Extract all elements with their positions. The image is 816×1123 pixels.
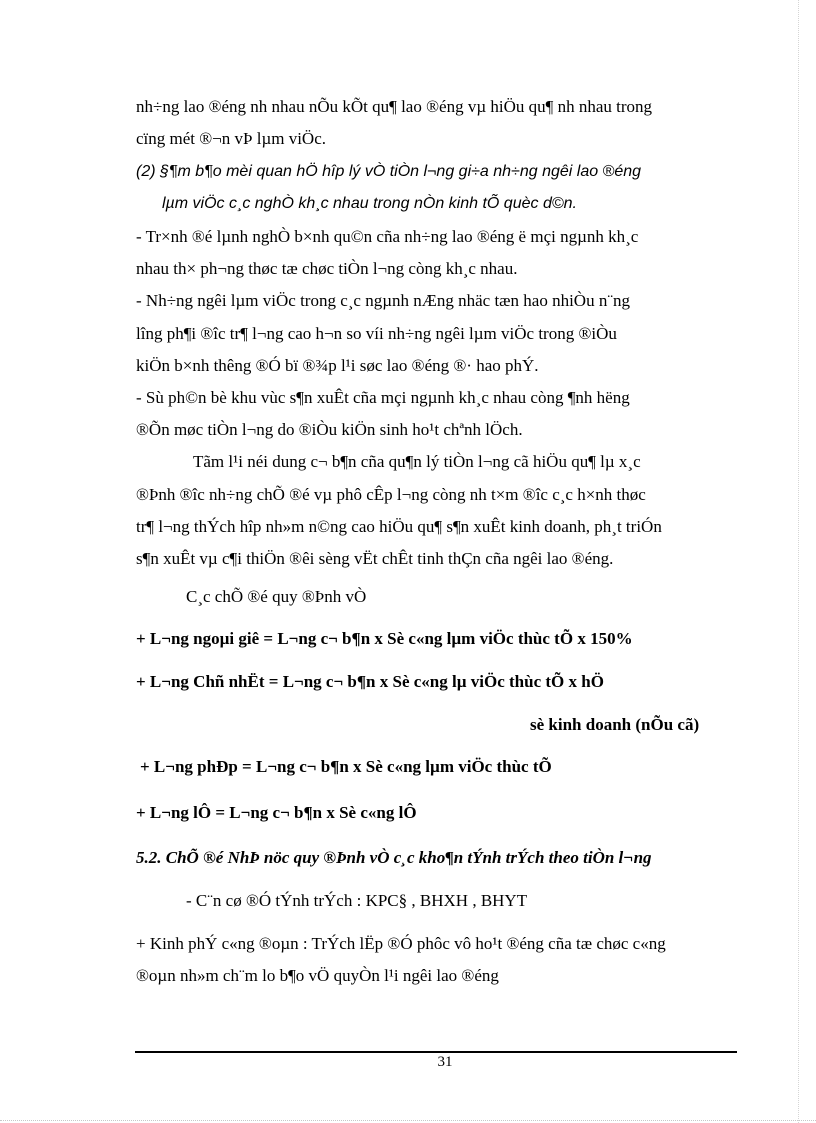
- formula-line: + L¬ng phÐp = L¬ng c¬ b¶n x Sè c«ng lµm viÖc thùc tÕ: [140, 757, 552, 776]
- page-right-border: [798, 0, 799, 1123]
- paragraph-line: C¸c chÕ ®é quy ®Þnh vÒ: [186, 587, 367, 606]
- paragraph-line: cïng mét ®¬n vÞ lµm viÖc.: [136, 129, 327, 148]
- formula-line: + L¬ng lÔ = L¬ng c¬ b¶n x Sè c«ng lÔ: [136, 803, 417, 822]
- paragraph-line: Tãm l¹i néi dung c¬ b¶n cña qu¶n lý tiÒn l¬ng cã hiÖu qu¶ lµ x¸c: [193, 452, 641, 471]
- paragraph-line: - C¨n cø ®Ó tÝnh trÝch : KPC§ , BHXH , BHYT: [186, 891, 528, 910]
- paragraph-line: - Tr×nh ®é lµnh nghÒ b×nh qu©n cña nh÷ng lao ®éng ë mçi ngµnh kh¸c: [136, 227, 639, 246]
- paragraph-line: ®Õn møc tiÒn l¬ng do ®iÒu kiÖn sinh ho¹t chªnh lÖch.: [136, 420, 523, 439]
- paragraph-line: + Kinh phÝ c«ng ®oµn : TrÝch lËp ®Ó phôc vô ho¹t ®éng cña tæ chøc c«ng: [136, 934, 666, 953]
- paragraph-line: nh÷ng lao ®éng nh nhau nÕu kÕt qu¶ lao ®éng vµ hiÖu qu¶ nh nhau trong: [136, 97, 652, 116]
- paragraph-line: - Sù ph©n bè khu vùc s¶n xuÊt cña mçi ngµnh kh¸c nhau còng ¶nh hëng: [136, 388, 630, 407]
- paragraph-line: ®Þnh ®îc nh÷ng chÕ ®é vµ phô cÊp l¬ng còng nh t×m ®îc c¸c h×nh thøc: [136, 485, 646, 504]
- paragraph-line: - Nh÷ng ngêi lµm viÖc trong c¸c ngµnh nÆng nhäc tæn hao nhiÒu n¨ng: [136, 291, 630, 310]
- footer-rule: [135, 1051, 737, 1053]
- paragraph-line: tr¶ l¬ng thÝch hîp nh»m n©ng cao hiÖu qu¶ s¶n xuÊt kinh doanh, ph¸t triÓn: [136, 517, 662, 536]
- page-number: 31: [437, 1054, 453, 1070]
- paragraph-line: (2) §¶m b¶o mèi quan hÖ hîp lý vÒ tiÒn l¬ng gi÷a nh÷ng ngêi lao ®éng: [136, 163, 642, 180]
- paragraph-line: lîng ph¶i ®îc tr¶ l¬ng cao h¬n so víi nh÷ng ngêi lµm viÖc trong ®iÒu: [136, 324, 617, 343]
- formula-line: + L¬ng ngoµi giê = L¬ng c¬ b¶n x Sè c«ng lµm viÖc thùc tÕ x 150%: [136, 629, 633, 648]
- paragraph-line: nhau th× ph¬ng thøc tæ chøc tiÒn l¬ng còng kh¸c nhau.: [136, 259, 518, 278]
- section-heading: 5.2. ChÕ ®é NhÞ nöc quy ®Þnh vÒ c¸c kho¶n tÝnh trÝch theo tiÒn l¬ng: [136, 848, 652, 867]
- formula-line: sè kinh doanh (nÕu cã): [530, 715, 700, 734]
- paragraph-line: ®oµn nh»m ch¨m lo b¶o vÖ quyÒn l¹i ngêi lao ®éng: [136, 966, 499, 985]
- page-bottom-border: [0, 1120, 816, 1121]
- paragraph-line: kiÖn b×nh thêng ®Ó bï ®¾p l¹i søc lao ®éng ®· hao phÝ.: [136, 356, 539, 375]
- paragraph-line: s¶n xuÊt vµ c¶i thiÖn ®êi sèng vËt chÊt tinh thÇn cña ngêi lao ®éng.: [136, 549, 614, 568]
- formula-line: + L¬ng Chñ nhËt = L¬ng c¬ b¶n x Sè c«ng lµ viÖc thùc tÕ x hÖ: [136, 672, 604, 691]
- paragraph-line: lµm viÖc c¸c nghÒ kh¸c nhau trong nÒn kinh tÕ quèc d©n.: [162, 195, 577, 212]
